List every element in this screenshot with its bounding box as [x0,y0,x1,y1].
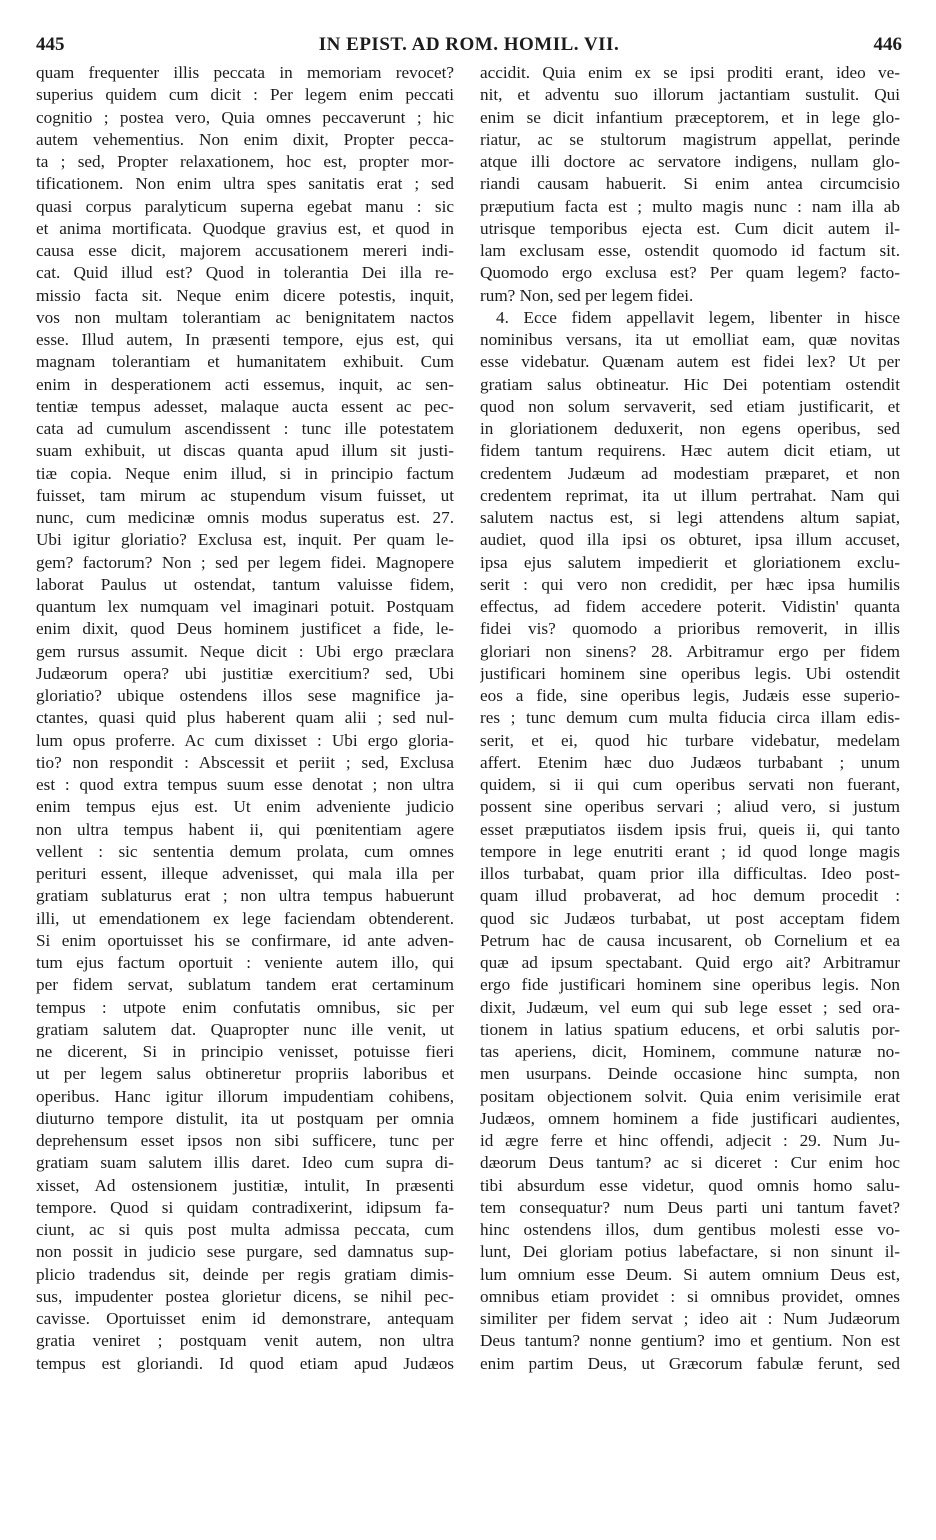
text-line: ut per legem salus obtineretur propriis laboribus et [36,1064,454,1084]
text-line: gratiam salutem dat. Quapropter nunc ille venit, ut [36,1019,454,1039]
text-line: hinc ostendens illos, dum gentibus molesti esse vo- [480,1220,900,1239]
text-line: enim se dicit infantium præceptorem, et in lege glo- [480,107,900,127]
text-line: non ultra tempus habent ii, qui pœnitentiam agere [36,819,454,839]
text-line: 4. Ecce fidem appellavit legem, libenter in hisce [496,307,900,327]
text-line: rum? Non, sed per legem fidei. [480,285,694,305]
text-line: plicio tradendus sit, deinde per regis gratiam dimis- [36,1264,454,1284]
text-line: lam exclusam esse, ostendit quomodo id factum sit. [480,241,900,260]
text-line: xisset, Ad ostensionem justitiæ, intulit, In præsenti [36,1175,454,1195]
text-line: ctantes, quasi quid plus haberent quam alii ; sed nul- [36,708,454,728]
text-line: riandi causam habuerit. Si enim antea circumcisio [480,174,900,194]
running-header [36,34,902,62]
text-line: enim partim Deus, ut Græcorum fabulæ ferunt, sed [480,1353,900,1373]
text-line: riatur, ac se stultorum magistrum appellat, perinde [480,129,900,149]
text-line: sus, impudenter postea glorietur dicens, se nihil pec- [36,1286,454,1306]
text-line: tas aperiens, dicit, Hominem, commune naturæ no- [480,1042,900,1061]
text-line: gratiam suam salutem illis daret. Ideo cum supra di- [36,1153,454,1173]
text-line: suam exhibuit, ut discas quanta apud illum sit justi- [36,441,454,461]
text-line: nunc, cum medicinæ omnis modus superatus est. 27. [36,508,454,527]
text-line: positam objectionem solvit. Quia enim verisimile erat [480,1086,900,1106]
text-line: lum opus proferre. Ac cum dixisset : Ubi ergo gloria- [36,730,454,750]
text-line: atque illi doctore ac servatore indigens, nullam glo- [480,152,900,171]
text-line: ipsa ejus salutem impedierit et gloriationem exclu- [480,552,900,572]
text-line: res ; tunc demum cum multa fiducia circa illam edis- [480,708,900,728]
text-line: tem consequatur? num Deus parti uni tantum favet? [480,1197,900,1217]
text-line: tempus est gloriandi. Id quod etiam apud Judæos [36,1353,454,1373]
text-line: quantum lex numquam vel imaginari potuit. Postquam [36,597,454,616]
text-line: tificationem. Non enim ultra spes sanitatis erat ; sed [36,174,454,194]
text-line: tionem in latius spatium educens, et orbi salutis por- [480,1019,900,1039]
text-line: tempus : utpote enim confutatis omnibus, sic per [36,997,454,1017]
text-line: tiæ copia. Neque enim illud, si in principio factum [36,463,454,483]
text-line: cata ad cumulum ascendissent : tunc ille potestatem [36,419,454,438]
right-text-column [480,62,900,1375]
text-line: quod non solum servaverit, sed etiam justificarit, et [480,396,900,416]
text-line: possent sine operibus servari ; aliud vero, si justum [480,797,900,817]
text-line: perituri essent, illeque advenisset, qui mala illa per [36,864,454,883]
text-line: gratiam salus obtineatur. Hic Dei potentiam ostendit [480,374,900,394]
text-line: tempore. Quod si quidam contradixerint, idipsum fa- [36,1197,454,1217]
text-line: dæorum Deus tantum? ac si diceret : Cur enim hoc [480,1153,900,1173]
text-line: per fidem servat, sublatum tandem erat certaminum [36,975,454,995]
text-line: lunt, Dei gloriam potius labefactare, si non sinunt il- [480,1242,900,1262]
text-line: cavisse. Oportuisset enim id demonstrare, antequam [36,1309,454,1328]
text-line: quam illud probaverat, ad hoc demum procedit : [480,886,900,906]
text-line: serit, et ei, quod hic turbare videbatur, medelam [480,730,900,750]
text-line: affert. Etenim hæc duo Judæos turbabant ; unum [480,752,900,772]
text-line: esset præputiatos iisdem ipsis frui, queis ii, qui tanto [480,819,900,839]
text-line: gem rursus assumit. Neque dicit : Ubi ergo præclara [36,641,454,661]
text-line: præputium facta est ; multo magis nunc : nam illa ab [480,196,900,216]
text-line: cat. Quid illud est? Quod in tolerantia Dei illa re- [36,263,454,283]
text-line: similiter per fidem servat ; ideo ait : Num Judæorum [480,1309,900,1328]
text-line: quidem, si ii qui cum operibus servati non fuerant, [480,775,900,794]
text-line: vos non multam tolerantiam ac benignitatem nactos [36,307,454,327]
text-line: enim dixit, quod Deus hominem justificet a fide, le- [36,619,454,639]
text-line: nit, et adventu suo illorum jactantiam sustulit. Qui [480,85,900,105]
text-line: autem vehementius. Non enim dixit, Propter pecca- [36,129,454,149]
text-line: ciunt, ac si quis post multa admissa peccata, cum [36,1220,454,1239]
text-line: audiet, quod illa ipsi os obturet, ipsa illum accuset, [480,530,900,550]
text-line: nominibus versans, ita ut emolliat eam, quæ novitas [480,330,900,349]
text-line: superius quidem cum dicit : Per legem enim peccati [36,85,454,105]
text-line: fidei vis? quomodo a prioribus removerit, in illis [480,619,900,639]
text-line: illos turbabat, quam prior illa difficultas. Ideo post- [480,864,900,883]
text-line: cognitio ; postea vero, Quia omnes peccaverunt ; hic [36,107,454,127]
text-line: Judæos, omnem hominem a fide justificari audientes, [480,1108,900,1128]
text-line: accidit. Quia enim ex se ipsi proditi erant, ideo ve- [480,63,900,82]
text-line: serit : qui vero non credidit, per hæc ipsa humilis [480,574,900,594]
running-title: IN EPIST. AD ROM. HOMIL. VII. [318,34,620,55]
text-line: salutem nactus est, si legi attendens altum sapiat, [480,508,900,527]
text-line: causa esse dicit, majorem accusationem mereri indi- [36,241,454,260]
text-line: ne dicerent, Si in principio venisset, potuisse fieri [36,1042,454,1061]
text-line: Ubi igitur gloriatio? Exclusa est, inquit. Per quam le- [36,530,454,550]
text-line: credentem Judæum ad modestiam præparet, et non [480,463,900,483]
text-line: illi, ut emendationem ex lege faciendam obtenderent. [36,908,454,928]
text-line: eos a fide, sine operibus legis, Judæis esse superio- [480,686,900,705]
text-line: tio? non respondit : Abscessit et periit ; sed, Exclusa [36,752,454,772]
text-line: men usurpans. Deinde occasione hinc sumpta, non [480,1064,900,1084]
text-line: ergo fide justificari hominem sine operibus legis. Non [480,975,900,995]
left-text-column [36,62,454,1375]
text-line: Si enim oportuisset his se confirmare, id ante adven- [36,930,454,950]
page-number-right: 446 [873,34,902,55]
text-line: tentiæ tempus adesset, malaque aucta essent ac pec- [36,396,454,416]
text-line: ta ; sed, Propter relaxationem, hoc est, propter mor- [36,152,454,171]
text-line: effectus, ad fidem accedere poterit. Vidistin' quanta [480,597,900,616]
text-line: deprehensum esset ipsos non sibi sufficere, tunc per [36,1131,454,1150]
text-line: esse. Illud autem, In præsenti tempore, ejus est, qui [36,330,454,349]
text-line: id ægre ferre et hinc offendi, adjecit : 29. Num Ju- [480,1131,900,1150]
text-line: quod sic Judæos turbabat, ut post acceptam fidem [480,908,900,928]
text-line: gratia veniret ; postquam venit autem, non ultra [36,1331,454,1351]
text-line: credentem reprimat, ita ut illum pertrahat. Nam qui [480,485,900,505]
text-line: gloriari non sinens? 28. Arbitramur ergo per fidem [480,641,900,661]
page-number-left: 445 [36,34,65,55]
text-line: fuisset, tam mirum ac stupendum visum fuisset, ut [36,485,454,505]
text-line: vellent : sic sententia demum prolata, cum omnes [36,841,454,861]
text-line: quæ ad ipsum spectabant. Quid ergo ait? Arbitramur [480,953,900,972]
text-line: gem? factorum? Non ; sed per legem fidei. Magnopere [36,552,454,572]
text-line: esse videbatur. Quænam autem est fidei lex? Ut per [480,352,900,372]
text-line: tempore in lege enutriti erant ; id quod longe magis [480,841,900,861]
text-line: enim in desperationem acti essemus, inquit, ac sen- [36,374,454,394]
text-line: gratiam sublaturus erat ; non ultra tempus habuerunt [36,886,454,906]
text-line: dixit, Judæum, vel eum qui sub lege esset ; sed ora- [480,997,900,1017]
text-line: justificari hominem sine operibus legis. Ubi ostendit [480,663,900,683]
text-line: Deus tantum? nonne gentium? imo et gentium. Non est [480,1331,900,1351]
text-line: est : quod extra tempus suum esse denotat ; non ultra [36,775,454,794]
text-line: gloriatio? ubique ostendens illos sese magnifice ja- [36,686,454,705]
text-line: missio facta sit. Neque enim dicere potestis, inquit, [36,285,454,305]
text-line: tum ejus factum oportuit : veniente autem illo, qui [36,953,454,972]
text-line: magnam tolerantiam et humanitatem exhibuit. Cum [36,352,454,372]
text-line: operibus. Hanc igitur illorum impudentiam cohibens, [36,1086,454,1106]
text-line: Judæorum opera? ubi justitiæ exercitium? sed, Ubi [36,663,454,683]
text-line: et anima mortificata. Quodque gravius est, et quod in [36,218,454,238]
text-line: fidem tantum requirens. Hæc autem dicit etiam, ut [480,441,900,461]
text-line: Quomodo ergo exclusa est? Per quam legem? facto- [480,263,900,283]
text-line: enim tempus ejus est. Ut enim adveniente judicio [36,797,454,817]
text-line: non possit in judicio sese purgare, sed damnatus sup- [36,1242,454,1262]
text-line: omnibus etiam providet : si omnibus providet, omnes [480,1286,900,1306]
text-line: quam frequenter illis peccata in memoriam revocet? [36,63,454,82]
text-line: Petrum hac de causa incusarent, ob Cornelium et ea [480,930,900,950]
text-line: quasi corpus paralyticum superna egebat manu : sic [36,196,454,216]
text-line: utrisque temporibus ejecta est. Cum dicit autem il- [480,218,900,238]
text-line: tibi absurdum esse videtur, quod omnis homo salu- [480,1175,900,1195]
text-line: diuturno tempore distulit, ita ut postquam per omnia [36,1108,454,1128]
text-line: in gloriationem deduxerit, non egens operibus, sed [480,419,900,438]
text-line: laborat Paulus ut ostendat, tantum valuisse fidem, [36,574,454,594]
text-line: lum omnium esse Deum. Si autem omnium Deus est, [480,1264,900,1284]
